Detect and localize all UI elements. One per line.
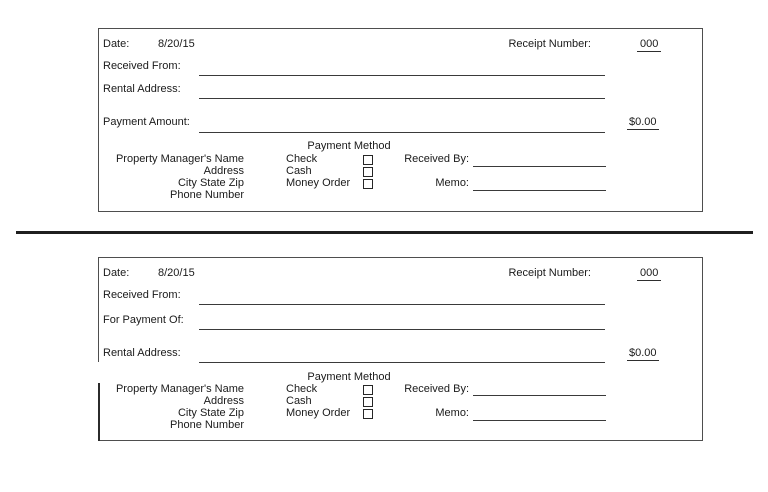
left-border-gap: [97, 362, 101, 383]
memo-line[interactable]: [473, 420, 606, 421]
receipt-number-value: 000: [637, 38, 661, 52]
rental-address-label: Rental Address:: [103, 83, 181, 95]
received-from-line[interactable]: [199, 304, 605, 305]
receipt-number-label: Receipt Number:: [508, 38, 591, 50]
rent-receipt-top: [98, 28, 703, 212]
memo-label: Memo:: [435, 407, 469, 419]
property-manager-address: Address: [203, 165, 244, 177]
property-manager-city-state-zip: City State Zip: [177, 177, 244, 189]
date-value: 8/20/15: [158, 38, 195, 50]
rental-address-line[interactable]: [199, 98, 605, 99]
received-by-line[interactable]: [473, 166, 606, 167]
received-by-label: Received By:: [404, 383, 469, 395]
payment-method-header: Payment Method: [307, 140, 391, 152]
money-order-option-label: Money Order: [286, 177, 351, 189]
cash-checkbox[interactable]: [363, 167, 373, 177]
cash-option-label: Cash: [286, 395, 312, 407]
payment-method-header: Payment Method: [307, 371, 391, 383]
payment-amount-value: $0.00: [629, 116, 657, 128]
receipt-number-label: Receipt Number:: [508, 267, 591, 279]
date-label: Date:: [103, 38, 130, 50]
money-order-checkbox[interactable]: [363, 409, 373, 419]
property-manager-city-state-zip: City State Zip: [177, 407, 244, 419]
check-option-label: Check: [286, 383, 318, 395]
received-by-label: Received By:: [404, 153, 469, 165]
payment-amount-label: Payment Amount:: [103, 116, 190, 128]
payment-amount-line[interactable]: [199, 132, 605, 133]
property-manager-phone: Phone Number: [170, 189, 244, 201]
receipt-separator-line: [16, 231, 753, 234]
property-manager-name: Property Manager's Name: [115, 153, 244, 165]
received-from-label: Received From:: [103, 289, 181, 301]
property-manager-name: Property Manager's Name: [115, 383, 244, 395]
money-order-option-label: Money Order: [286, 407, 351, 419]
property-manager-block: [103, 383, 244, 431]
cash-checkbox[interactable]: [363, 397, 373, 407]
received-from-line[interactable]: [199, 75, 605, 76]
for-payment-of-label: For Payment Of:: [103, 314, 184, 326]
money-order-checkbox[interactable]: [363, 179, 373, 189]
property-manager-address: Address: [203, 395, 244, 407]
date-label: Date:: [103, 267, 130, 279]
rental-address-line[interactable]: [199, 362, 605, 363]
check-checkbox[interactable]: [363, 385, 373, 395]
date-value: 8/20/15: [158, 267, 195, 279]
for-payment-of-line[interactable]: [199, 329, 605, 330]
rental-address-label: Rental Address:: [103, 347, 181, 359]
property-manager-phone: Phone Number: [170, 419, 244, 431]
rent-receipt-bottom: [98, 257, 703, 441]
check-checkbox[interactable]: [363, 155, 373, 165]
property-manager-block: [103, 153, 244, 201]
left-border-segment: [98, 383, 100, 441]
memo-line[interactable]: [473, 190, 606, 191]
cash-option-label: Cash: [286, 165, 312, 177]
check-option-label: Check: [286, 153, 318, 165]
payment-amount-value: $0.00: [629, 347, 657, 359]
received-by-line[interactable]: [473, 395, 606, 396]
memo-label: Memo:: [435, 177, 469, 189]
receipt-number-value: 000: [637, 267, 661, 281]
received-from-label: Received From:: [103, 60, 181, 72]
